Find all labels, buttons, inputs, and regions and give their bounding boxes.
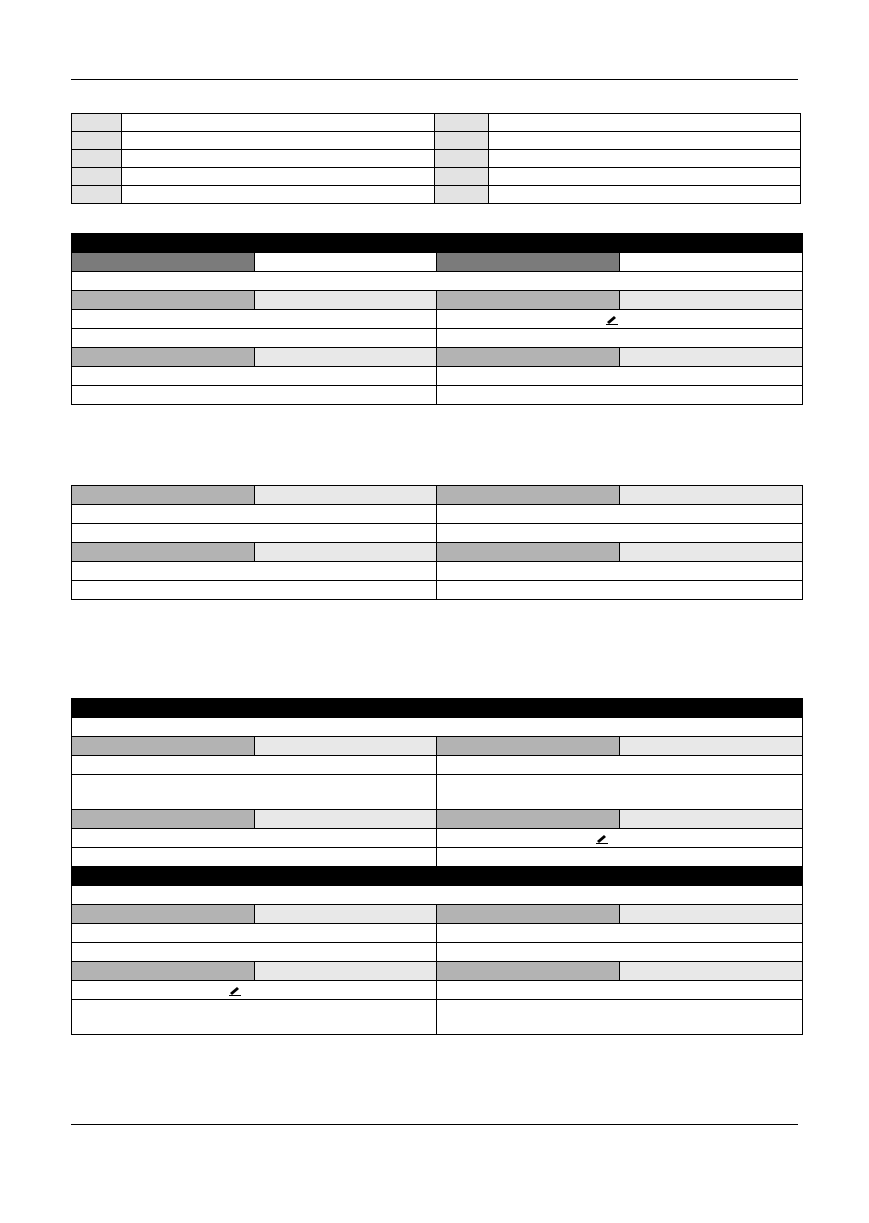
header-value-cell xyxy=(620,348,803,367)
data-cell xyxy=(437,756,803,775)
data-cell xyxy=(72,943,437,962)
data-row xyxy=(72,775,803,810)
data-cell xyxy=(437,329,803,348)
data-row xyxy=(72,924,803,943)
spanning-row xyxy=(72,272,803,291)
footer-rule xyxy=(71,1124,798,1125)
header-key-cell xyxy=(437,737,620,756)
legend-value-cell xyxy=(488,186,801,204)
data-cell xyxy=(437,386,803,405)
header-row xyxy=(72,543,803,562)
data-cell xyxy=(72,367,437,386)
data-cell xyxy=(437,310,803,329)
legend-row xyxy=(72,150,801,168)
header-value-cell xyxy=(255,291,437,310)
data-row xyxy=(72,310,803,329)
header-value-cell xyxy=(620,291,803,310)
header-row xyxy=(72,291,803,310)
header-value-cell xyxy=(620,486,803,505)
header-value-cell xyxy=(255,905,437,924)
header-row xyxy=(72,962,803,981)
header-row xyxy=(72,905,803,924)
legend-row xyxy=(72,114,801,132)
header-value-cell xyxy=(620,810,803,829)
legend-row xyxy=(72,168,801,186)
subtitle-row xyxy=(72,718,803,737)
data-cell xyxy=(72,924,437,943)
legend-key-cell xyxy=(72,168,122,186)
subtitle-row xyxy=(72,886,803,905)
data-row xyxy=(72,829,803,848)
header-row xyxy=(72,253,803,272)
data-cell xyxy=(437,581,803,600)
section-2-table xyxy=(71,485,803,600)
legend-value-cell xyxy=(488,150,801,168)
legend-key-cell xyxy=(434,150,488,168)
section-1-table xyxy=(71,233,803,405)
data-cell xyxy=(72,505,437,524)
data-cell xyxy=(437,829,803,848)
section-3-table xyxy=(71,698,803,1035)
data-cell xyxy=(72,756,437,775)
data-cell xyxy=(72,524,437,543)
header-key-cell xyxy=(437,348,620,367)
legend-value-cell xyxy=(488,168,801,186)
legend-value-cell xyxy=(122,114,435,132)
header-value-cell xyxy=(620,253,803,272)
header-value-cell xyxy=(620,737,803,756)
data-cell xyxy=(72,562,437,581)
header-key-cell xyxy=(437,253,620,272)
data-cell xyxy=(437,775,803,810)
pen-signature-icon xyxy=(605,313,619,325)
legend-key-cell xyxy=(72,150,122,168)
data-row xyxy=(72,505,803,524)
legend-row xyxy=(72,186,801,204)
data-row xyxy=(72,329,803,348)
header-key-cell xyxy=(437,905,620,924)
legend-value-cell xyxy=(122,150,435,168)
header-value-cell xyxy=(255,253,437,272)
header-value-cell xyxy=(255,737,437,756)
header-value-cell xyxy=(255,486,437,505)
legend-value-cell xyxy=(122,132,435,150)
header-key-cell xyxy=(72,905,255,924)
data-cell xyxy=(72,386,437,405)
data-row xyxy=(72,581,803,600)
data-cell xyxy=(72,329,437,348)
header-key-cell xyxy=(437,486,620,505)
legend-value-cell xyxy=(488,114,801,132)
data-cell xyxy=(72,1000,437,1035)
legend-value-cell xyxy=(122,186,435,204)
data-row xyxy=(72,756,803,775)
data-row xyxy=(72,1000,803,1035)
data-cell xyxy=(72,848,437,867)
header-key-cell xyxy=(72,737,255,756)
data-cell xyxy=(72,981,437,1000)
data-row xyxy=(72,848,803,867)
header-key-cell xyxy=(437,810,620,829)
data-cell xyxy=(72,775,437,810)
data-cell xyxy=(437,924,803,943)
header-row xyxy=(72,737,803,756)
data-row xyxy=(72,943,803,962)
header-key-cell xyxy=(72,253,255,272)
header-value-cell xyxy=(255,543,437,562)
data-cell xyxy=(72,829,437,848)
data-row xyxy=(72,562,803,581)
legend-key-cell xyxy=(434,168,488,186)
legend-table xyxy=(71,113,801,204)
data-row xyxy=(72,367,803,386)
header-row xyxy=(72,348,803,367)
header-key-cell xyxy=(437,962,620,981)
header-key-cell xyxy=(72,486,255,505)
data-row xyxy=(72,524,803,543)
header-row xyxy=(72,486,803,505)
legend-key-cell xyxy=(72,132,122,150)
data-row xyxy=(72,386,803,405)
data-cell xyxy=(437,505,803,524)
section-title-bar xyxy=(72,867,803,886)
header-value-cell xyxy=(620,543,803,562)
header-key-cell xyxy=(437,291,620,310)
legend-key-cell xyxy=(72,114,122,132)
header-value-cell xyxy=(255,962,437,981)
legend-key-cell xyxy=(72,186,122,204)
data-cell xyxy=(437,562,803,581)
data-cell xyxy=(437,943,803,962)
legend-row xyxy=(72,132,801,150)
header-rule xyxy=(71,79,798,80)
data-cell xyxy=(437,367,803,386)
data-cell xyxy=(437,981,803,1000)
header-key-cell xyxy=(72,543,255,562)
legend-key-cell xyxy=(434,132,488,150)
legend-key-cell xyxy=(434,114,488,132)
pen-signature-icon xyxy=(595,832,609,844)
spanning-cell xyxy=(72,272,803,291)
legend-key-cell xyxy=(434,186,488,204)
header-key-cell xyxy=(72,962,255,981)
header-value-cell xyxy=(620,962,803,981)
header-key-cell xyxy=(72,291,255,310)
header-key-cell xyxy=(72,348,255,367)
legend-value-cell xyxy=(488,132,801,150)
header-key-cell xyxy=(437,543,620,562)
data-cell xyxy=(437,1000,803,1035)
data-cell xyxy=(437,524,803,543)
header-key-cell xyxy=(72,810,255,829)
data-cell xyxy=(437,848,803,867)
header-value-cell xyxy=(620,905,803,924)
legend-value-cell xyxy=(122,168,435,186)
section-title-bar xyxy=(72,234,803,253)
data-row xyxy=(72,981,803,1000)
header-row xyxy=(72,810,803,829)
data-cell xyxy=(72,310,437,329)
section-title-bar xyxy=(72,699,803,718)
header-value-cell xyxy=(255,810,437,829)
pen-signature-icon xyxy=(228,984,242,996)
header-value-cell xyxy=(255,348,437,367)
data-cell xyxy=(72,581,437,600)
